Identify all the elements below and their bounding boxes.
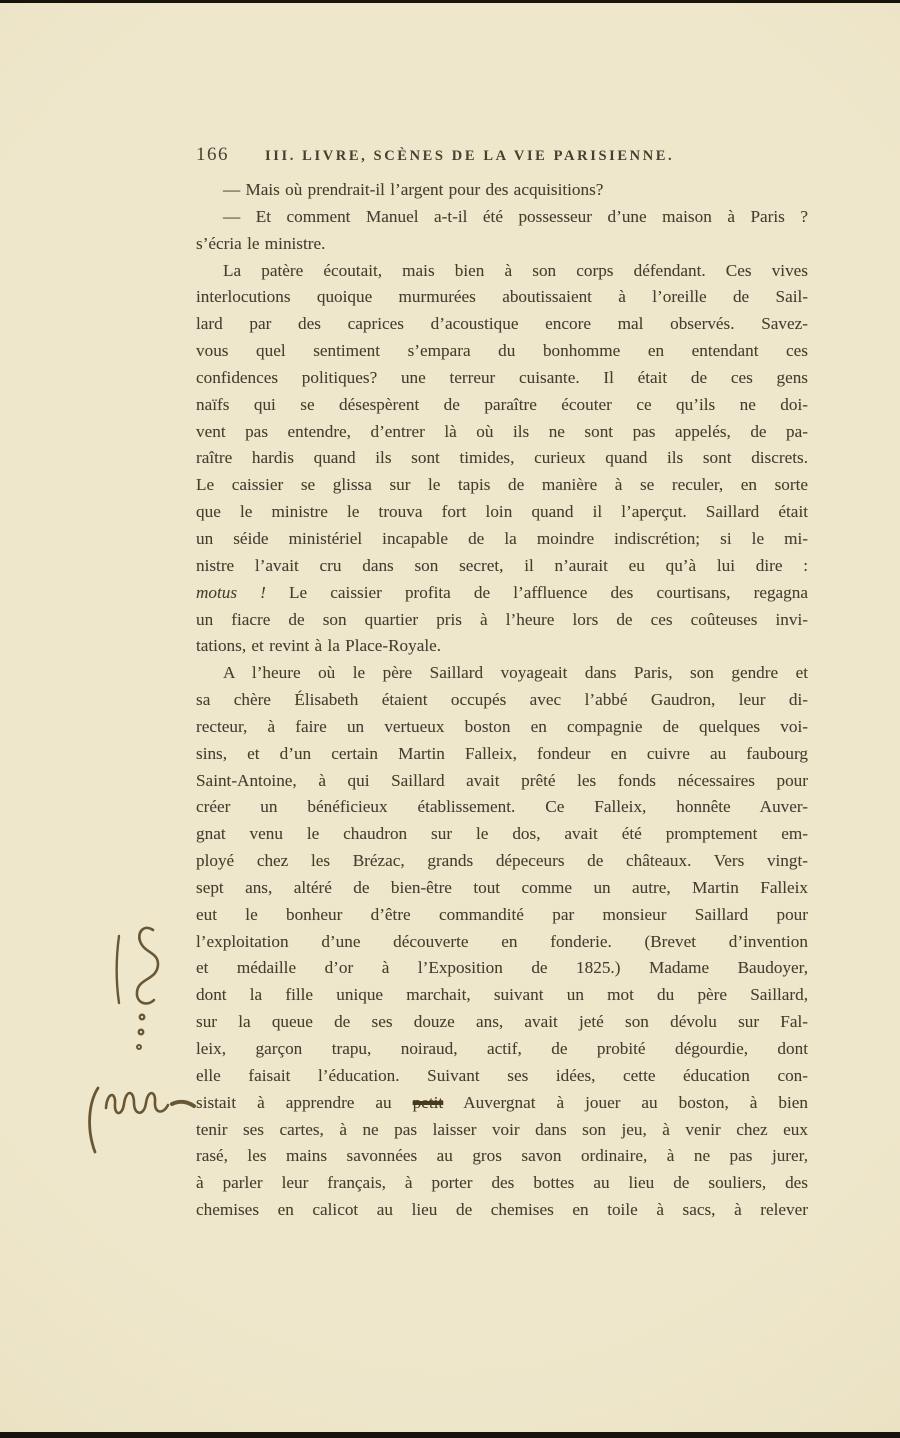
text-segment: recteur, à faire un vertueux boston en compagnie de quelques voi- xyxy=(196,716,808,736)
text-segment: interlocutions quoique murmurées aboutissaient à l’oreille de Sail- xyxy=(196,287,808,307)
text-line xyxy=(196,1197,808,1224)
text-line xyxy=(196,177,808,204)
text-line xyxy=(196,714,808,741)
text-segment: — Mais où prendrait-il l’argent pour des acquisitions? xyxy=(223,180,604,199)
text-line xyxy=(196,929,808,956)
text-line xyxy=(196,338,808,365)
text-line xyxy=(196,311,808,338)
text-segment: sins, et d’un certain Martin Falleix, fondeur en cuivre au faubourg xyxy=(196,743,808,763)
text-line xyxy=(196,687,808,714)
text-segment: raître hardis quand ils sont timides, curieux quand ils sont discrets. xyxy=(196,448,808,468)
text-line xyxy=(196,633,808,660)
text-line xyxy=(196,955,808,982)
text-segment: un séide ministériel incapable de la moindre indiscrétion; si le mi- xyxy=(196,528,808,548)
text-segment: A l’heure où le père Saillard voyageait dans Paris, son gendre et xyxy=(223,663,808,683)
text-segment: Auvergnat à jouer au boston, à bien xyxy=(443,1092,808,1112)
text-segment: motus ! xyxy=(196,582,266,602)
text-segment: tations, et revint à la Place-Royale. xyxy=(196,636,442,656)
text-segment: s’écria le ministre. xyxy=(196,233,326,253)
text-line xyxy=(196,607,808,634)
text-segment: nistre l’avait cru dans son secret, il n’aurait eu qu’à lui dire : xyxy=(196,555,808,575)
marginalia-pointer-dash xyxy=(172,1102,194,1106)
text-segment: chemises en calicot au lieu de chemises en toile à sacs, à relever xyxy=(196,1200,808,1220)
text-line xyxy=(196,1143,808,1170)
text-line xyxy=(196,1063,808,1090)
text-line xyxy=(196,258,808,285)
text-line xyxy=(196,741,808,768)
marginalia-dot xyxy=(137,1045,141,1049)
text-line xyxy=(196,284,808,311)
text-line xyxy=(196,1170,808,1197)
struck-word: petit xyxy=(412,1092,444,1112)
marginalia-handwritten-word xyxy=(106,1093,168,1113)
text-line xyxy=(196,1009,808,1036)
text-line xyxy=(196,1036,808,1063)
text-segment: que le ministre le trouva fort loin quand il l’aperçut. Saillard était xyxy=(196,502,808,522)
text-line xyxy=(196,768,808,795)
text-line xyxy=(196,392,808,419)
text-segment: naïfs qui se désespèrent de paraître écouter ce qu’ils ne doi- xyxy=(196,394,808,414)
text-segment: rasé, les mains savonnées au gros savon ordinaire, à ne pas jurer, xyxy=(196,1146,808,1166)
marginalia-bracket xyxy=(90,1088,98,1152)
text-segment: créer un bénéficieux établissement. Ce Falleix, honnête Auver- xyxy=(196,797,808,817)
text-segment: Saint-Antoine, à qui Saillard avait prêté les fonds nécessaires pour xyxy=(196,770,808,790)
text-line xyxy=(196,982,808,1009)
marginalia-dot xyxy=(139,1030,144,1035)
text-line xyxy=(196,1117,808,1144)
text-segment: leix, garçon trapu, noiraud, actif, de probité dégourdie, dont xyxy=(196,1039,808,1058)
text-segment: dont la fille unique marchait, suivant un mot du père Saillard, xyxy=(196,985,808,1005)
text-segment: gnat venu le chaudron sur le dos, avait été promptement em- xyxy=(196,824,808,844)
text-segment: sistait à apprendre au xyxy=(196,1092,413,1112)
text-line xyxy=(196,365,808,392)
text-segment: La patère écoutait, mais bien à son corps défendant. Ces vives xyxy=(223,260,808,280)
text-line xyxy=(196,794,808,821)
marginalia-ink-flourish xyxy=(137,928,158,1004)
running-title: III. LIVRE, SCÈNES DE LA VIE PARISIENNE. xyxy=(265,148,675,164)
text-line xyxy=(196,499,808,526)
text-line xyxy=(196,1090,808,1117)
text-segment: — Et comment Manuel a-t-il été possesseur d’une maison à Paris ? xyxy=(223,206,808,226)
text-segment: Le caissier profita de l’affluence des courtisans, regagna xyxy=(265,582,808,602)
text-line xyxy=(196,902,808,929)
text-line xyxy=(196,660,808,687)
text-line xyxy=(196,821,808,848)
text-line xyxy=(196,553,808,580)
text-segment: tenir ses cartes, à ne pas laisser voir dans son jeu, à venir chez eux xyxy=(196,1119,808,1139)
page-header xyxy=(196,144,808,166)
text-line xyxy=(196,445,808,472)
text-segment: confidences politiques? une terreur cuisante. Il était de ces gens xyxy=(196,367,808,387)
scan-edge-bottom xyxy=(0,1432,900,1438)
text-segment: vent pas entendre, d’entrer là où ils ne sont pas appelés, de pa- xyxy=(196,421,808,441)
text-line xyxy=(196,848,808,875)
text-segment: et médaille d’or à l’Exposition de 1825.) Madame Baudoyer, xyxy=(196,958,808,978)
scan-edge-top xyxy=(0,0,900,3)
text-segment: Le caissier se glissa sur le tapis de manière à se reculer, en sorte xyxy=(196,475,808,495)
text-segment: sept ans, altéré de bien-être tout comme un autre, Martin Falleix xyxy=(196,877,808,897)
text-segment: sa chère Élisabeth étaient occupés avec l’abbé Gaudron, leur di- xyxy=(196,690,808,710)
marginalia-dot xyxy=(140,1015,145,1020)
text-segment: lard par des caprices d’acoustique encore mal observés. Savez- xyxy=(196,314,808,334)
text-line xyxy=(196,204,808,231)
text-line xyxy=(196,231,808,258)
text-segment: un fiacre de son quartier pris à l’heure lors de ces coûteuses invi- xyxy=(196,609,808,629)
text-line xyxy=(196,526,808,553)
page-number: 166 xyxy=(196,144,229,165)
text-segment: eut le bonheur d’être commandité par monsieur Saillard pour xyxy=(196,904,808,924)
text-segment: l’exploitation d’une découverte en fonderie. (Brevet d’invention xyxy=(196,931,808,951)
text-line xyxy=(196,419,808,446)
marginalia-vertical-bar xyxy=(117,936,119,1003)
text-segment: elle faisait l’éducation. Suivant ses idées, cette éducation con- xyxy=(196,1065,808,1085)
text-line xyxy=(196,875,808,902)
text-segment: ployé chez les Brézac, grands dépeceurs de châteaux. Vers vingt- xyxy=(196,851,808,871)
text-line xyxy=(196,580,808,607)
text-segment: sur la queue de ses douze ans, avait jeté son dévolu sur Fal- xyxy=(196,1012,808,1032)
text-segment: vous quel sentiment s’empara du bonhomme en entendant ces xyxy=(196,341,808,361)
text-segment: à parler leur français, à porter des bottes au lieu de souliers, des xyxy=(196,1173,808,1193)
text-block xyxy=(196,177,808,1224)
text-line xyxy=(196,472,808,499)
